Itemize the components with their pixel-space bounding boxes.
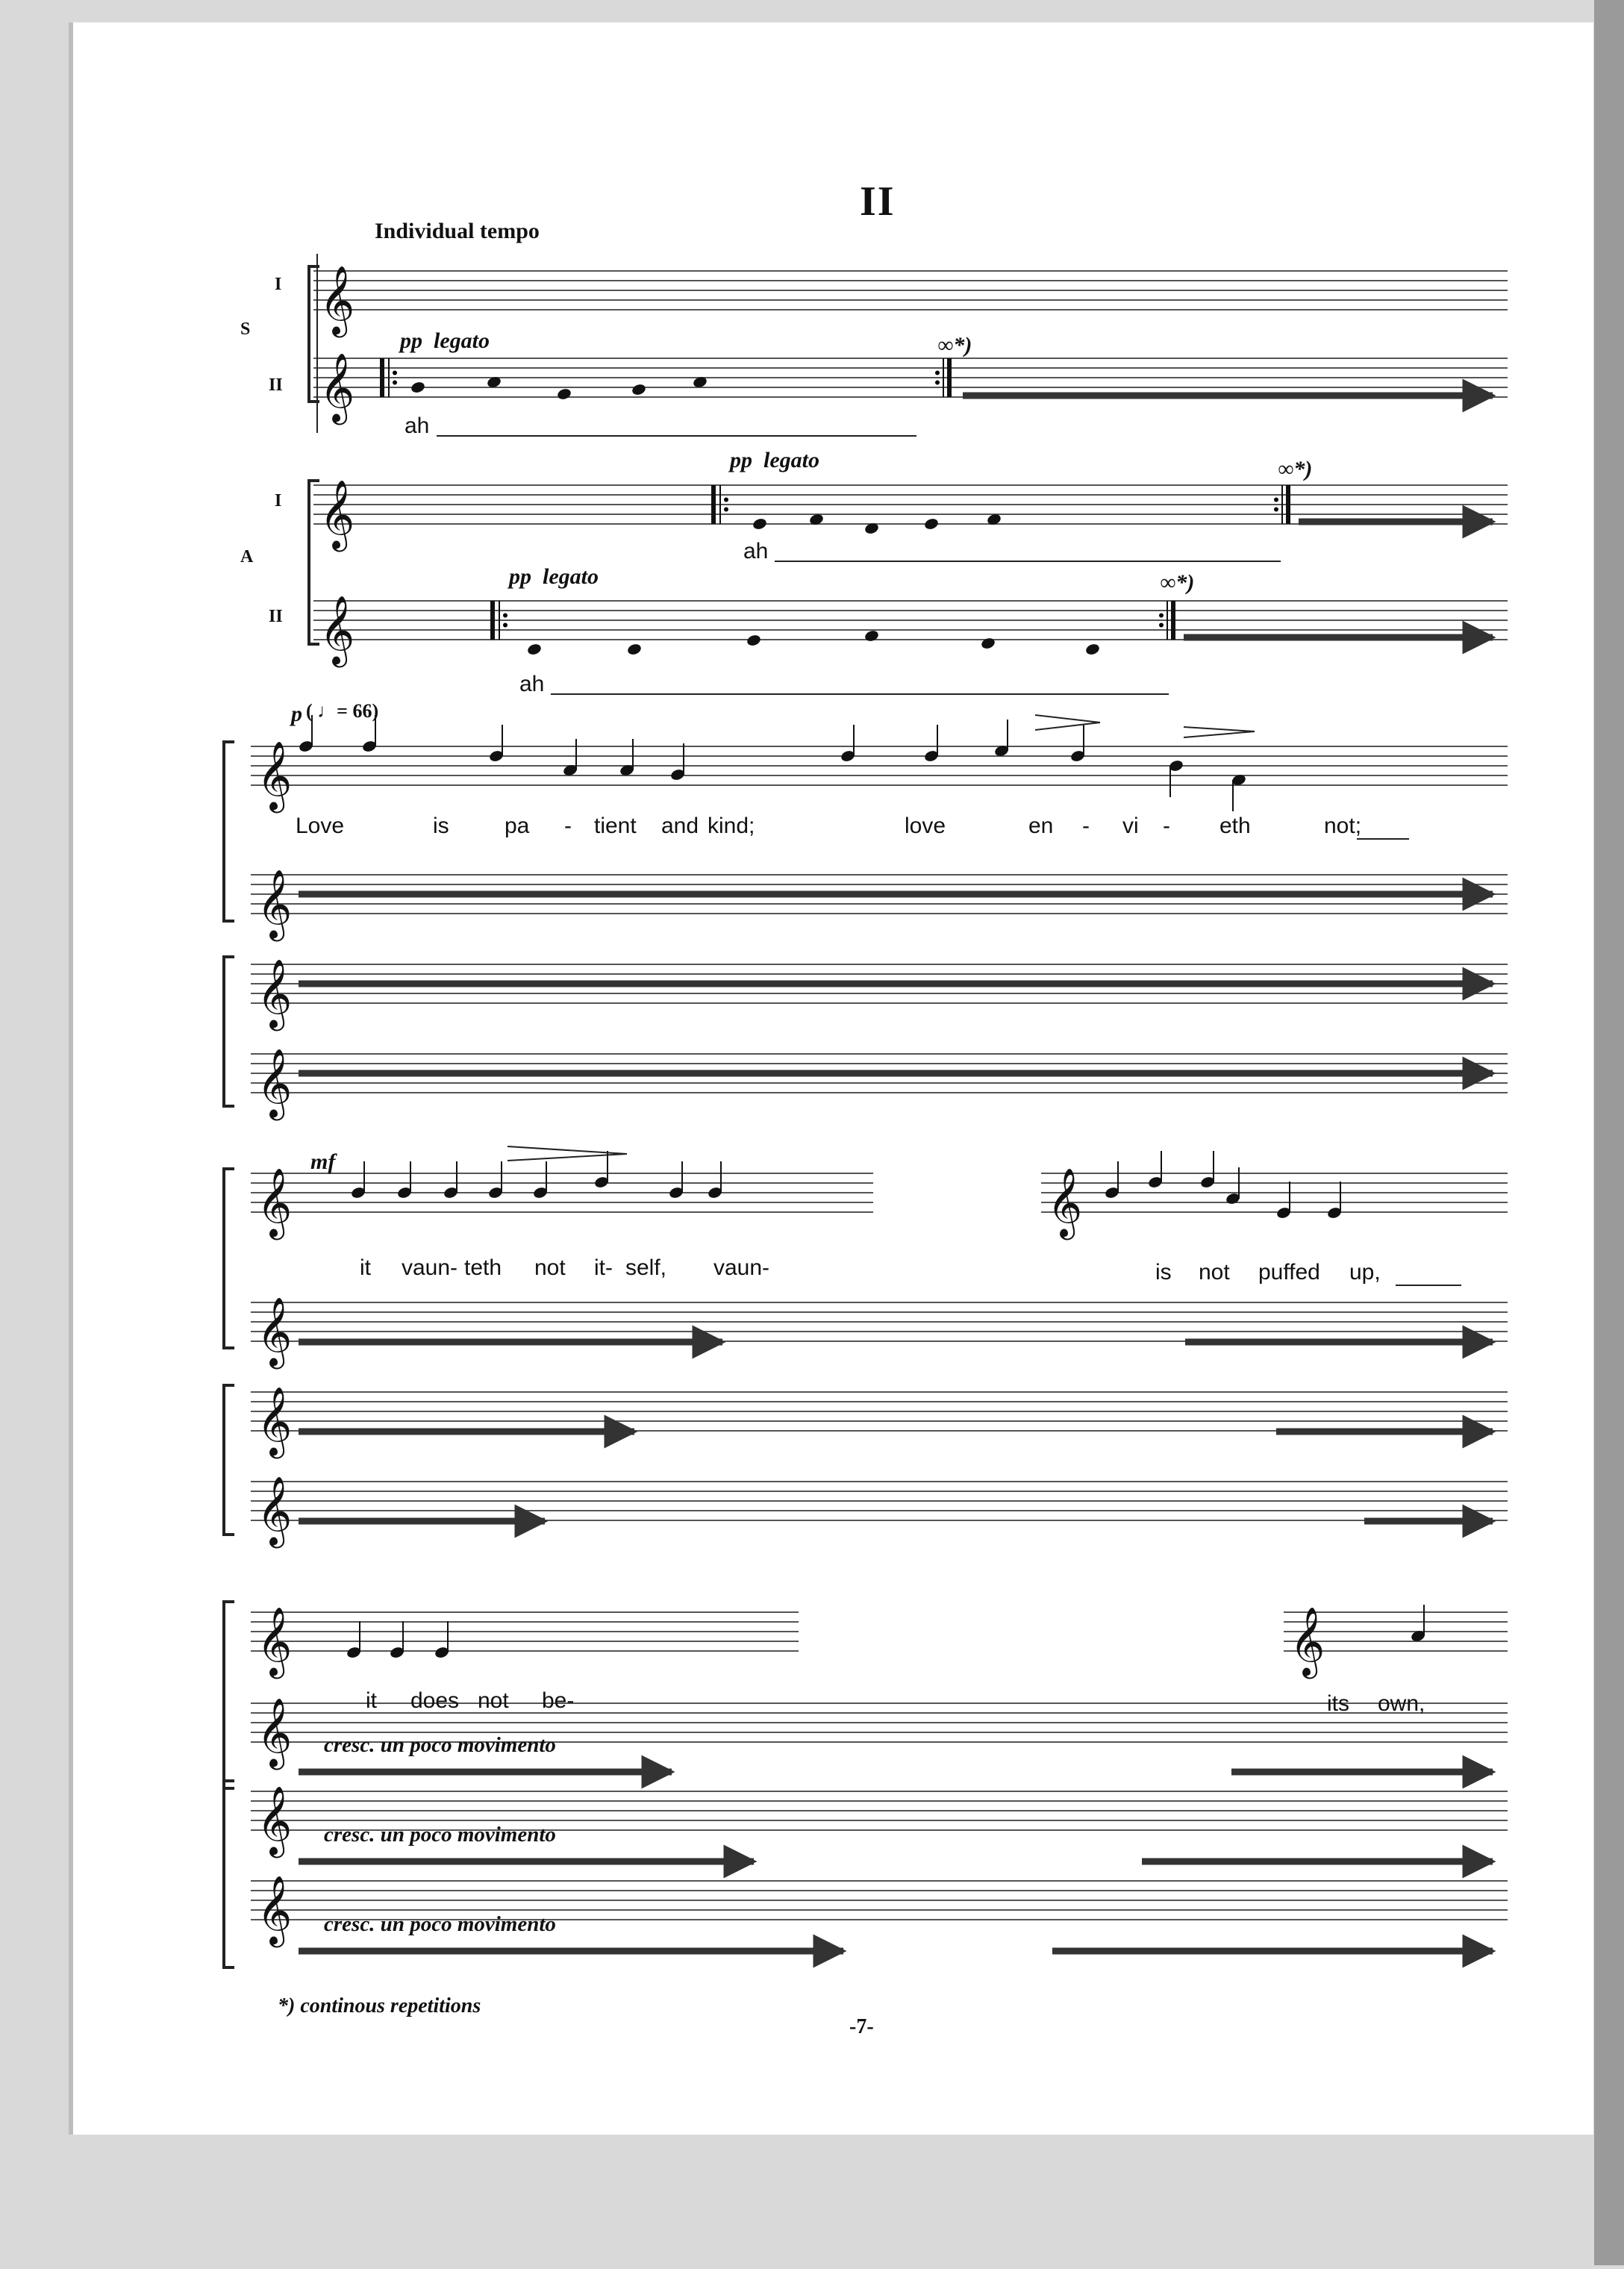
dynamic-pp-alto-two — [509, 564, 599, 590]
lyric: up, — [1349, 1260, 1381, 1285]
repeat-dot — [1159, 614, 1164, 618]
dynamic-pp-alto-one — [730, 448, 819, 473]
dyn-legato: legato — [434, 328, 490, 353]
vowel-alto-two: ah — [519, 672, 545, 696]
treble-clef-icon: 𝄞 — [1047, 1167, 1083, 1237]
lyric: - — [1163, 814, 1170, 838]
treble-clef-icon: 𝄞 — [257, 740, 293, 810]
dyn-legato: legato — [543, 564, 599, 589]
lyric: does — [410, 1688, 460, 1713]
treble-clef-icon: 𝄞 — [257, 1048, 293, 1117]
treble-clef-icon: 𝄞 — [257, 1875, 293, 1944]
cresc-marking-alto-two: cresc. un poco movimento — [324, 1912, 556, 1936]
treble-clef-icon: 𝄞 — [1290, 1606, 1325, 1676]
vowel-alto-one: ah — [743, 539, 769, 564]
lyric: - — [1082, 814, 1090, 838]
repeat-dot — [1159, 623, 1164, 628]
cresc-marking-alto-one: cresc. un poco movimento — [324, 1823, 556, 1847]
lyric: eth — [1219, 814, 1251, 838]
lyric: not — [478, 1688, 509, 1713]
lyric: it — [366, 1688, 377, 1713]
label-alto-one: I — [275, 491, 282, 511]
lyric: tient — [594, 814, 637, 838]
lyric: puffed — [1258, 1260, 1320, 1285]
treble-clef-icon: 𝄞 — [257, 1785, 293, 1855]
lyric: vaun- — [713, 1255, 770, 1280]
vowel-soprano-two: ah — [405, 413, 430, 438]
treble-clef-icon: 𝄞 — [257, 1606, 293, 1676]
lyric: and — [661, 814, 699, 838]
lyric: be- — [542, 1688, 575, 1713]
repeat-dot — [503, 614, 508, 618]
label-soprano-two: II — [269, 375, 283, 395]
lyric: not; — [1324, 814, 1362, 838]
lyric: pa — [505, 814, 530, 838]
label-soprano: S — [240, 319, 251, 339]
dyn-pp: pp — [730, 448, 752, 472]
treble-clef-icon: 𝄞 — [257, 1386, 293, 1455]
scan-edge-right — [1594, 0, 1624, 2265]
metronome-mark: ( ♩= 66) — [306, 700, 379, 722]
repeat-dot — [1274, 508, 1278, 512]
dynamic-mf: mf — [310, 1149, 336, 1174]
label-alto-two: II — [269, 607, 283, 626]
dynamic-pp-soprano-two — [400, 328, 490, 354]
repeat-dot — [724, 498, 728, 502]
repeat-dot — [935, 381, 940, 385]
lyric: not — [1199, 1260, 1230, 1285]
lyric: it — [360, 1255, 371, 1280]
lyric: it- — [594, 1255, 613, 1280]
treble-clef-icon: 𝄞 — [319, 265, 355, 334]
repeat-mark-soprano-two: ∞*) — [937, 333, 972, 358]
repeat-mark-alto-one: ∞*) — [1278, 457, 1313, 481]
repeat-mark-alto-two: ∞*) — [1160, 570, 1195, 595]
dyn-pp: pp — [509, 564, 531, 589]
lyric: vaun- — [402, 1255, 458, 1280]
lyric: teth — [464, 1255, 502, 1280]
lyric: - — [564, 814, 572, 838]
lyric: en — [1028, 814, 1054, 838]
repeat-dot — [935, 371, 940, 375]
treble-clef-icon: 𝄞 — [319, 352, 355, 422]
treble-clef-icon: 𝄞 — [257, 869, 293, 938]
lyric: kind; — [708, 814, 755, 838]
lyric: not — [534, 1255, 566, 1280]
lyric: vi — [1122, 814, 1139, 838]
dyn-legato: legato — [763, 448, 819, 472]
treble-clef-icon: 𝄞 — [257, 1476, 293, 1545]
paper-sheet — [71, 22, 1593, 2135]
dyn-pp: pp — [400, 328, 422, 353]
lyric: is — [433, 814, 449, 838]
treble-clef-icon: 𝄞 — [257, 1296, 293, 1366]
repeat-dot — [393, 381, 397, 385]
treble-clef-icon: 𝄞 — [319, 479, 355, 549]
lyric: own, — [1378, 1691, 1425, 1716]
cresc-marking-soprano-two: cresc. un poco movimento — [324, 1733, 556, 1757]
repeat-dot — [1274, 498, 1278, 502]
lyric: self, — [625, 1255, 667, 1280]
label-alto: A — [240, 547, 254, 567]
treble-clef-icon: 𝄞 — [257, 958, 293, 1028]
lyric: love — [905, 814, 946, 838]
lyric: is — [1155, 1260, 1172, 1285]
treble-clef-icon: 𝄞 — [257, 1697, 293, 1767]
tempo-marking: Individual tempo — [375, 219, 540, 243]
lyric: Love — [296, 814, 345, 838]
lyric: its — [1327, 1691, 1349, 1716]
treble-clef-icon: 𝄞 — [319, 595, 355, 664]
page-number: -7- — [849, 2015, 874, 2038]
label-soprano-one: I — [275, 275, 282, 294]
dynamic-p: p — [291, 702, 302, 726]
repeat-dot — [724, 508, 728, 512]
repeat-dot — [393, 371, 397, 375]
movement-number: II — [860, 178, 896, 225]
repeat-dot — [503, 623, 508, 628]
footnote: *) continous repetitions — [278, 1994, 481, 2017]
treble-clef-icon: 𝄞 — [257, 1167, 293, 1237]
